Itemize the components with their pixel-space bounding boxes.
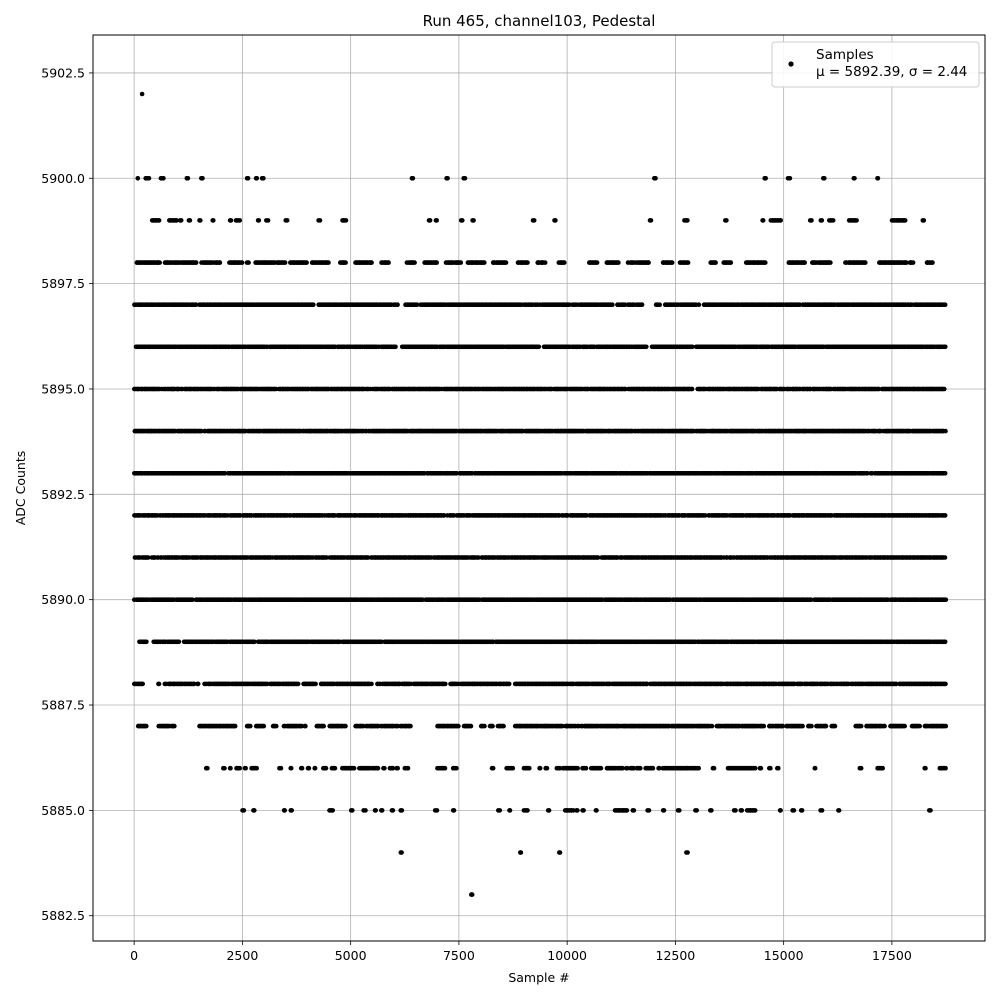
data-point (828, 260, 833, 265)
data-point (257, 218, 262, 223)
data-point (657, 302, 662, 307)
data-point (595, 260, 600, 265)
data-point (344, 218, 349, 223)
data-point (238, 218, 243, 223)
data-point (854, 218, 859, 223)
data-point (186, 176, 191, 181)
data-point (525, 260, 530, 265)
data-point (157, 218, 162, 223)
data-point (304, 260, 309, 265)
data-point (543, 260, 548, 265)
data-point (943, 345, 948, 350)
data-point (194, 260, 199, 265)
data-point (640, 302, 645, 307)
data-point (616, 260, 621, 265)
data-point (942, 387, 947, 392)
data-point (285, 218, 290, 223)
data-point (428, 218, 433, 223)
data-point (266, 218, 271, 223)
data-point (778, 218, 783, 223)
data-point (246, 260, 251, 265)
data-point (809, 218, 814, 223)
data-point (802, 260, 807, 265)
data-point (326, 260, 331, 265)
data-point (229, 218, 234, 223)
data-point (460, 218, 465, 223)
data-point (903, 218, 908, 223)
data-point (445, 176, 450, 181)
data-point (653, 176, 658, 181)
data-point (393, 345, 398, 350)
data-point (763, 260, 768, 265)
data-point (240, 260, 245, 265)
data-point (670, 260, 675, 265)
data-point (724, 218, 729, 223)
data-point (822, 176, 827, 181)
data-point (697, 302, 702, 307)
data-point (532, 218, 537, 223)
data-point (147, 176, 152, 181)
data-point (218, 260, 223, 265)
data-point (562, 260, 567, 265)
data-point (831, 218, 836, 223)
data-point (943, 302, 948, 307)
data-point (788, 176, 793, 181)
data-point (943, 513, 948, 518)
data-point (395, 302, 400, 307)
data-point (261, 176, 266, 181)
data-point (412, 260, 417, 265)
data-point (411, 176, 416, 181)
data-point (140, 92, 145, 97)
data-point (713, 260, 718, 265)
data-point (136, 176, 141, 181)
data-point (459, 260, 464, 265)
data-point (820, 218, 825, 223)
data-point (198, 218, 203, 223)
data-point (610, 302, 615, 307)
data-point (685, 218, 690, 223)
data-point (644, 345, 649, 350)
data-point (649, 218, 654, 223)
data-point (188, 218, 193, 223)
data-point (471, 218, 476, 223)
data-point (434, 260, 439, 265)
data-point (876, 176, 881, 181)
data-point (369, 260, 374, 265)
data-point (386, 260, 391, 265)
data-point (863, 260, 868, 265)
data-point (283, 260, 288, 265)
data-point (504, 260, 509, 265)
data-point (930, 260, 935, 265)
plot-area (93, 35, 985, 941)
data-point (943, 429, 948, 434)
data-point (922, 218, 927, 223)
data-point (343, 260, 348, 265)
data-point (482, 260, 487, 265)
data-point (911, 260, 916, 265)
data-point (943, 471, 948, 476)
data-point (690, 387, 695, 392)
data-point (852, 176, 857, 181)
data-point (646, 260, 651, 265)
data-point (463, 176, 468, 181)
data-point (211, 218, 216, 223)
data-point (763, 176, 768, 181)
data-point (686, 260, 691, 265)
data-point (200, 176, 205, 181)
data-point (311, 302, 316, 307)
data-point (157, 260, 162, 265)
data-point (161, 176, 166, 181)
data-point (761, 218, 766, 223)
data-point (318, 218, 323, 223)
data-point (729, 260, 734, 265)
data-point (179, 218, 184, 223)
data-point (553, 218, 558, 223)
data-point (246, 176, 251, 181)
data-point (434, 218, 439, 223)
data-point (254, 176, 259, 181)
data-point (537, 345, 542, 350)
